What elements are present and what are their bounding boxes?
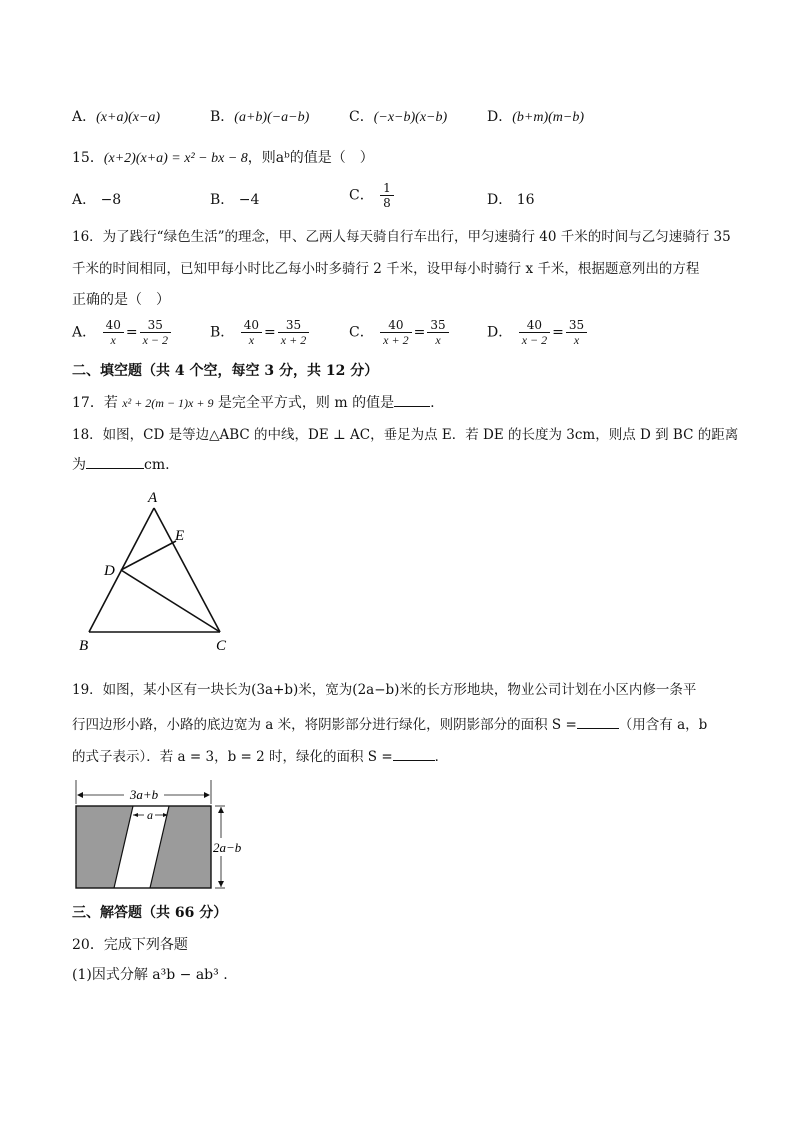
side-ac [154,508,220,632]
label-a: A [148,490,158,506]
q19-text: 行四边形小路，小路的底边宽为 a 米，将阴影部分进行绿化，则阴影部分的面积 S = [72,717,577,733]
numerator: 40 [519,318,550,333]
option-value: 16 [516,192,535,208]
q14-option-a [72,107,160,128]
option-label: B． [210,109,235,125]
denominator: x [435,333,441,347]
option-label: D． [487,324,513,341]
q19-end: ． [434,749,449,765]
label-length: 3a+b [129,787,159,802]
q18-unit: cm. [144,457,170,473]
option-label: B． [210,192,235,208]
q16-line2: 千米的时间相同，已知甲每小时比乙每小时多骑行 2 千米，设甲每小时骑行 x 千米，根据题意列出的方程 [72,261,700,277]
q20-part1: (1)因式分解 a³b − ab³ . [72,967,228,983]
fraction [380,181,394,210]
denominator: x − 2 [521,333,548,347]
q18-prefix: 为 [72,457,86,473]
q18-line1: 18．如图，CD 是等边△ABC 的中线，DE ⊥ AC，垂足为点 E．若 DE 的长度为 3cm，则点 D 到 BC 的距离 [72,427,739,443]
option-label: C． [349,324,374,341]
option-label: D． [487,109,513,125]
q16-line1: 16．为了践行“绿色生活”的理念，甲、乙两人每天骑自行车出行，甲匀速骑行 40 千米的时间与乙匀速骑行 35 [72,229,731,245]
answer-blank[interactable] [394,406,430,407]
q14-option-d [487,107,584,128]
denominator: x [248,333,255,347]
rectangle-path-figure [70,776,260,896]
fraction-left [380,318,411,347]
q16-option-d: D． $\frac{40}{x - 2}$ = $\frac{35}{x}$ [487,318,589,347]
option-value: −4 [238,192,260,208]
denominator: x [110,333,116,347]
q15-option-d [487,190,535,210]
section-2-heading: 二、填空题（共 4 个空，每空 3 分，共 12 分） [72,363,379,379]
q17-prefix: 17．若 [72,395,123,411]
label-c: C [216,638,227,654]
fraction-right [278,318,309,347]
denominator: x [573,333,580,347]
q15-option-c [349,181,396,210]
q17-text: 是完全平方式，则 m 的值是 [213,395,395,411]
option-label: A． [72,324,97,341]
q15-option-a [72,190,121,210]
option-label: A． [72,109,97,125]
q17-expression: x² + 2(m − 1)x + 9 [122,396,214,410]
option-expr: (x+a)(x−a) [96,110,161,125]
numerator: 35 [566,318,587,333]
option-label: C． [349,109,374,125]
question-number: 15． [72,150,104,166]
option-label: C． [349,187,374,204]
q17-end: . [430,395,435,411]
q16-option-a: A． $\frac{40}{x}$ = $\frac{35}{x - 2}$ [72,318,173,347]
q20-title: 20．完成下列各题 [72,937,188,953]
q19-line1: 19．如图，某小区有一块长为(3a+b)米，宽为(2a−b)米的长方形地块，物业公司计划在小区内修一条平 [72,682,697,698]
q14-option-b [210,107,309,128]
denominator: 8 [383,196,391,210]
option-label: D． [487,192,513,208]
median-cd [121,570,220,632]
fraction-left [519,318,550,347]
fraction-left [103,318,124,347]
label-width: 2a−b [213,840,242,855]
numerator: 35 [427,318,448,333]
q15-stem [72,148,374,169]
option-label: B． [210,324,235,341]
q14-option-c [349,107,447,128]
q16-option-b: B． $\frac{40}{x}$ = $\frac{35}{x + 2}$ [210,318,311,347]
q19-text-after: （用含有 a，b [618,717,708,733]
q15-equation: (x+2)(x+a) = x² − bx − 8 [103,151,248,166]
fraction-right [566,318,587,347]
numerator: 35 [278,318,309,333]
label-b: B [79,638,89,654]
option-label: A． [72,192,97,208]
q16-option-c: C． $\frac{40}{x + 2}$ = $\frac{35}{x}$ [349,318,451,347]
numerator: 40 [380,318,411,333]
fraction-right [140,318,171,347]
numerator: 35 [140,318,171,333]
label-a-width: a [147,808,153,822]
option-expr: (a+b)(−a−b) [234,110,310,125]
q19-text: 的式子表示）．若 a = 3，b = 2 时，绿化的面积 S = [72,749,393,765]
answer-blank[interactable] [86,468,144,469]
label-e: E [175,528,185,544]
denominator: x + 2 [383,333,409,347]
q15-option-b [210,190,259,210]
label-d: D [104,563,115,579]
section-3-heading: 三、解答题（共 66 分） [72,905,228,921]
denominator: x − 2 [142,333,169,347]
option-expr: (−x−b)(x−b) [373,110,448,125]
answer-blank-area-expression[interactable] [577,728,619,729]
q18-line2 [72,455,170,475]
answer-blank-area-value[interactable] [393,760,435,761]
numerator: 40 [241,318,262,333]
q17 [72,393,435,413]
q15-stem-text: ，则aᵇ的值是（ ） [247,150,374,166]
denominator: x + 2 [280,333,307,347]
triangle-figure [70,484,240,659]
option-value: −8 [100,192,122,208]
numerator: 40 [103,318,124,333]
fraction-right [427,318,448,347]
q19-line3 [72,747,448,767]
q19-line2 [72,715,707,735]
numerator: 1 [380,181,394,196]
fraction-left [241,318,262,347]
q16-line3: 正确的是（ ） [72,292,170,308]
option-expr: (b+m)(m−b) [512,110,584,125]
